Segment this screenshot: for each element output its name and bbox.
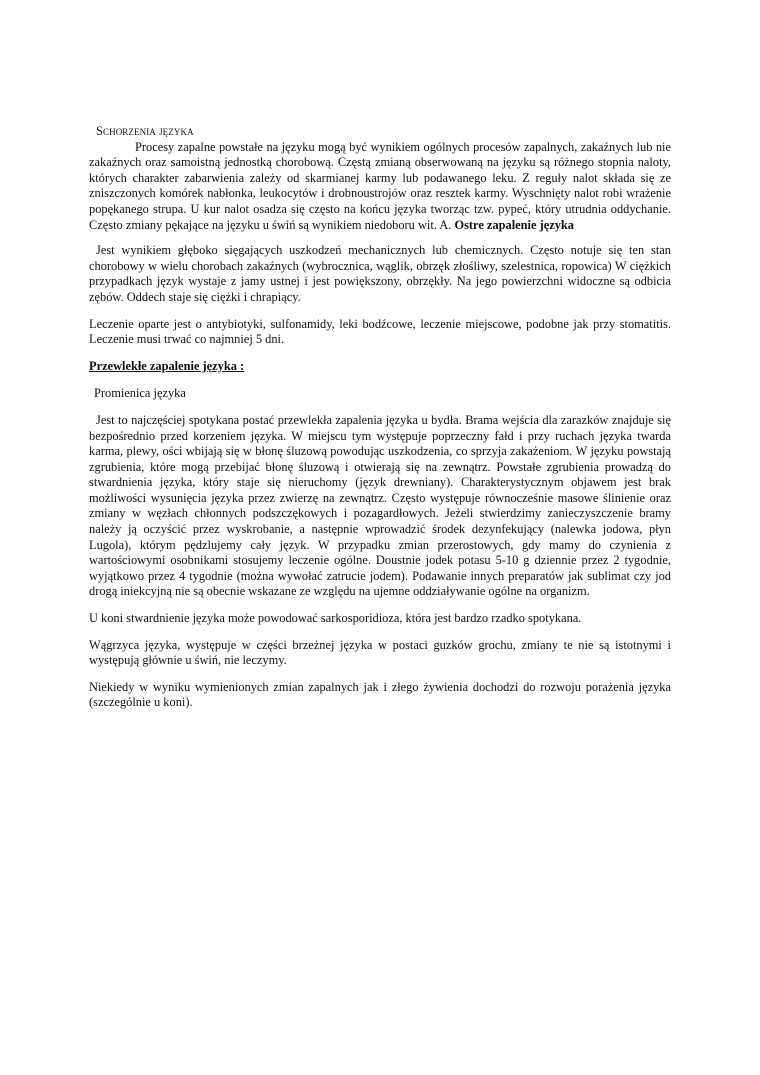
actinomycosis-title: Promienica języka — [94, 386, 186, 401]
acute-description-paragraph: Jest wynikiem głęboko sięgających uszkodzeń mechanicznych lub chemicznych. Często notuje się ten stan chorobowy w wielu chorobach zakaźnych (wybrocznica, wąglik, obrzęk złośliwy, szelestnica, ropowica) W ciężkich przypadkach język wystaje z jamy ustnej i jest powiększony, obrzękły. Na jego powierzchni widoczne są odbicia zębów. Oddech staje się ciężki i chrapiący. — [89, 243, 671, 304]
document-heading: Schorzenia języka — [96, 124, 194, 138]
intro-text: Procesy zapalne powstałe na języku mogą być wynikiem ogólnych procesów zapalnych, zakaźnych lub nie zakaźnych oraz samoistną jednostką chorobową. Częstą zmianą obserwowaną na języku są różnego stopnia naloty, których charakter zabarwienia zależy od skarmianej karmy lub podawanego leku. Z reguły nalot składa się ze zniszczonych komórek nabłonka, leukocytów i drobnoustrojów oraz resztek karmy. Wyschnięty nalot robi wrażenie popękanego strupa. U kur nalot osadza się często na końcu języka tworząc tzw. pypeć, który utrudnia oddychanie. Często zmiany pękające na języku u świń są wynikiem niedoboru wit. A. — [89, 139, 671, 232]
document-page — [89, 124, 671, 722]
intro-paragraph — [89, 140, 671, 234]
actinomycosis-paragraph: Jest to najczęściej spotykana postać przewlekła zapalenia języka u bydła. Brama wejścia dla zarazków znajduje się bezpośrednio przed korzeniem języka. W miejscu tym występuje poprzeczny fałd i przy ruchach języka twarda karma, plewy, ości wbijają się w błonę śluzową powodując uszkodzenia, co sprzyja zakażeniom. W języku powstają zgrubienia, które mogą przebijać błonę śluzową i otwierają się na zewnątrz. Powstałe zgrubienia prowadzą do stwardnienia języka, który staje się nieruchomy (język drewniany). Charakterystycznym objawem jest brak możliwości wysunięcia języka przez zwierzę na zewnątrz. Często występuje równocześnie masowe ślinienie oraz zmiany w węzłach chłonnych podszczękowych i pozagardłowych. Jeżeli stwierdzimy zanieczyszczenie bramy należy ją oczyścić przez wyskrobanie, a następnie wprowadzić środek dezynfekujący (nalewka jodowa, płyn Lugola), którym pędzlujemy cały język. W przypadku zmian przerostowych, gdy mamy do czynienia z wartościowymi osobnikami stosujemy leczenie ogólne. Doustnie jodek potasu 5-10 g dziennie przez 2 tygodnie, wyjątkowo przez 4 tygodnie (można wywołać zatrucie jodem). Podawanie innych preparatów jak sublimat czy jod drogą iniekcyjną nie są obecnie wskazane ze względu na ujemne oddziaływanie ogólne na organizm. — [89, 412, 671, 599]
chronic-inflammation-title: Przewlekłe zapalenie języka : — [89, 358, 245, 373]
paralysis-paragraph: Niekiedy w wyniku wymienionych zmian zapalnych jak i złego żywienia dochodzi do rozwoju porażenia języka (szczególnie u koni). — [89, 679, 671, 710]
horse-paragraph: U koni stwardnienie języka może powodować sarkosporidioza, która jest bardzo rzadko spotykana. — [89, 611, 582, 626]
acute-treatment-paragraph: Leczenie oparte jest o antybiotyki, sulfonamidy, leki bodźcowe, leczenie miejscowe, podobne jak przy stomatitis. Leczenie musi trwać co najmniej 5 dni. — [89, 316, 671, 347]
acute-inflammation-title: Ostre zapalenie języka — [454, 217, 574, 232]
cysticercosis-paragraph: Wągrzyca języka, występuje w części brzeżnej języka w postaci guzków grochu, zmiany te nie są istotnymi i występują głównie u świń, nie leczymy. — [89, 637, 671, 668]
